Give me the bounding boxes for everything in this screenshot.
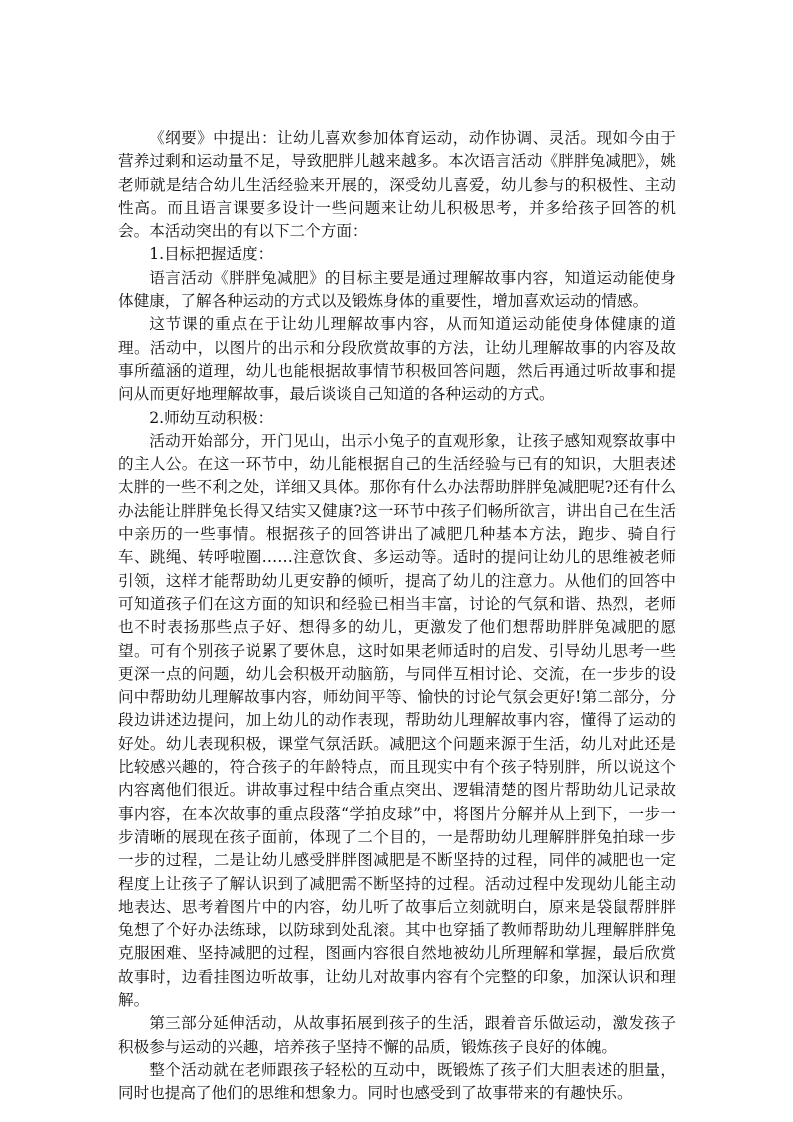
paragraph-extension: 第三部分延伸活动，从故事拓展到孩子的生活，跟着音乐做运动，激发孩子积极参与运动的兴趣，培养孩子坚持不懈的品质，锻炼孩子良好的体魄。: [118, 1014, 676, 1056]
heading-goal: 1.目标把握适度：: [149, 245, 274, 264]
heading-interaction: 2.师幼互动积极：: [149, 408, 274, 427]
paragraph-intro: 《纲要》中提出：让幼儿喜欢参加体育运动，动作协调、灵活。现如今由于营养过剩和运动量不足，导致肥胖儿越来越多。本次语言活动《胖胖兔减肥》，姚老师就是结合幼儿生活经验来开展的，深受幼儿喜爱，幼儿参与的积极性、主动性高。而且语言课要多设计一些问题来让幼儿积极思考，并多给孩子回答的机会。本活动突出的有以下二个方面：: [118, 129, 676, 241]
document-body: [118, 127, 676, 1105]
paragraph-goal: 语言活动《胖胖兔减肥》的目标主要是通过理解故事内容，知道运动能使身体健康，了解各种运动的方式以及锻炼身体的重要性，增加喜欢运动的情感。: [118, 268, 676, 311]
paragraph-conclusion: 整个活动就在老师跟孩子轻松的互动中，既锻炼了孩子们大胆表述的胆量，同时也提高了他们的思维和想象力。同时也感受到了故事带来的有趣快乐。: [118, 1060, 676, 1103]
paragraph-focus: 这节课的重点在于让幼儿理解故事内容，从而知道运动能使身体健康的道理。活动中，以图片的出示和分段欣赏故事的方法，让幼儿理解故事的内容及故事所蕴涵的道理，幼儿也能根据故事情节积极回答问题，然后再通过听故事和提问从而更好地理解故事，最后谈谈自己知道的各种运动的方式。: [118, 315, 676, 404]
paragraph-interaction: 活动开始部分，开门见山，出示小兔子的直观形象，让孩子感知观察故事中的主人公。在这一环节中，幼儿能根据自己的生活经验与已有的知识，大胆表述太胖的一些不利之处，详细又具体。那你有什么办法帮助胖胖兔减肥呢?还有什么办法能让胖胖兔长得又结实又健康?这一环节中孩子们畅所欲言，讲出自己在生活中亲历的一些事情。根据孩子的回答讲出了减肥几种基本方法，跑步、骑自行车、跳绳、转呼啦圈……注意饮食、多运动等。适时的提问让幼儿的思维被老师引领，这样才能帮助幼儿更安静的倾听，提高了幼儿的注意力。从他们的回答中可知道孩子们在这方面的知识和经验已相当丰富，讨论的气氛和谐、热烈，老师也不时表扬那些点子好、想得多的幼儿，更激发了他们想帮助胖胖兔减肥的愿望。可有个别孩子说累了要休息，这时如果老师适时的启发、引导幼儿思考一些更深一点的问题，幼儿会积极开动脑筋，与同伴互相讨论、交流，在一步步的设问中帮助幼儿理解故事内容，师幼间平等、愉快的讨论气氛会更好!第二部分，分段边讲述边提问，加上幼儿的动作表现，帮助幼儿理解故事内容，懂得了运动的好处。幼儿表现积极，课堂气氛活跃。减肥这个问题来源于生活，幼儿对此还是比较感兴趣的，符合孩子的年龄特点，而且现实中有个孩子特别胖，所以说这个内容离他们很近。讲故事过程中结合重点突出、逻辑清楚的图片帮助幼儿记录故事内容，在本次故事的重点段落“学拍皮球”中，将图片分解并从上到下，一步一步清晰的展现在孩子面前，体现了二个目的，一是帮助幼儿理解胖胖兔拍球一步一步的过程，二是让幼儿感受胖胖图减肥是不断坚持的过程，同伴的减肥也一定程度上让孩子了解认识到了减肥需不断坚持的过程。活动过程中发现幼儿能主动地表达、思考着图片中的内容，幼儿听了故事后立刻就明白，原来是袋鼠帮胖胖兔想了个好办法练球，以防球到处乱滚。其中也穿插了教师帮助幼儿理解胖胖兔克服困难、坚持减肥的过程，图画内容很自然地被幼儿所理解和掌握，最后欣赏故事时，边看挂图边听故事，让幼儿对故事内容有个完整的印象，加深认识和理解。: [118, 431, 676, 1009]
